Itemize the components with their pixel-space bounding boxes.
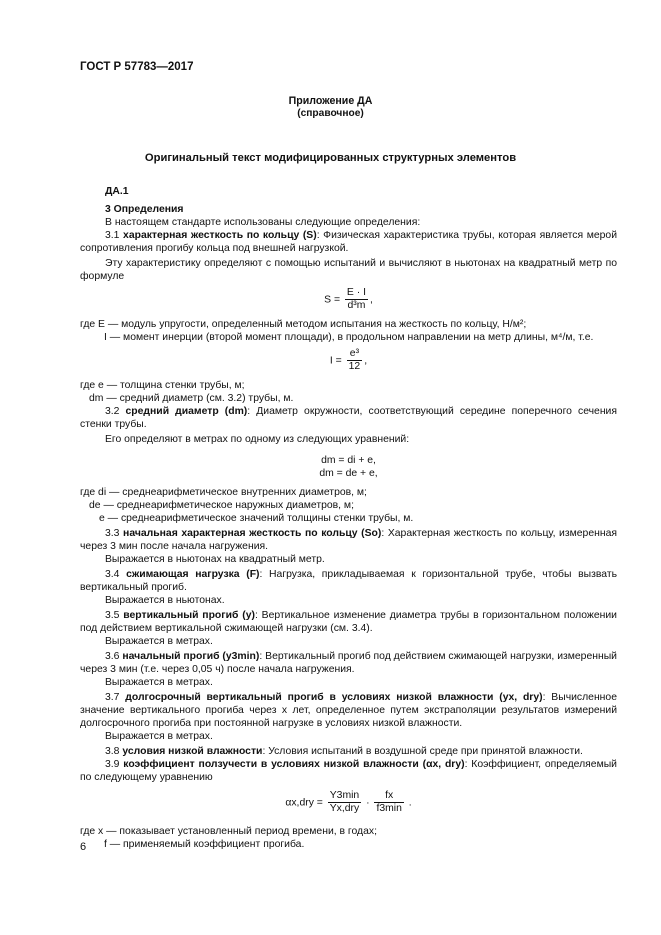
expressed-3-7: Выражается в метрах. <box>105 731 213 742</box>
intro-text: В настоящем стандарте использованы следующие определения: <box>105 217 421 228</box>
where-E: где E — модуль упругости, определенный методом испытания на жесткость по кольцу, Н/м²; <box>80 319 527 330</box>
formula-inertia: I = $\frac{\text{e³}}{12}$ , <box>329 348 368 372</box>
expressed-3-6: Выражается в метрах. <box>105 677 213 688</box>
definition-3-9: 3.9 коэффициент ползучести в условиях низкой влажности (αx, dry): Коэффициент, определяемый по следующему уравнению <box>80 759 617 783</box>
where-e2: e — среднеарифметическое значений толщины стенки трубы, м. <box>99 513 414 524</box>
definition-3-7: 3.7 долгосрочный вертикальный прогиб в условиях низкой влажности (yx, dry): Вычисленное значение вертикального прогиба через x лет, определенное путем экстраполяции результатов измерений долгосрочного прогиба при постоянной нагрузке в условиях низкой влажности. <box>80 692 617 729</box>
document-body <box>80 185 617 851</box>
clause-da1: ДА.1 <box>105 186 129 197</box>
definition-3-5: 3.5 вертикальный прогиб (y): Вертикальное изменение диаметра трубы в горизонтальном положении под действием вертикальной сжимающей нагрузки (см. 3.4). <box>80 610 617 634</box>
where-f: f — применяемый коэффициент прогиба. <box>104 839 305 850</box>
page-number: 6 <box>80 841 87 853</box>
formula-intro-3-1: Эту характеристику определяют с помощью испытаний и вычисляют в ньютонах на квадратный метр по формуле <box>80 258 617 282</box>
where-x: где x — показывает установленный период времени, в годах; <box>80 826 377 837</box>
expressed-3-3: Выражается в ньютонах на квадратный метр. <box>105 554 325 565</box>
expressed-3-4: Выражается в ньютонах. <box>105 595 225 606</box>
definition-3-6: 3.6 начальный прогиб (y3min): Вертикальный прогиб под действием сжимающей нагрузки, измеренный через 3 мин (т.е. через 0,05 ч) после начала нагружения. <box>80 651 617 675</box>
where-I: I — момент инерции (второй момент площади), в продольном направлении на метр длины, м⁴/м, т.е. <box>104 332 594 343</box>
where-e: где e — толщина стенки трубы, м; <box>80 380 245 391</box>
definition-3-4: 3.4 сжимающая нагрузка (F): Нагрузка, прикладываемая к горизонтальной трубе, чтобы вызвать вертикальный прогиб. <box>80 569 617 593</box>
definition-3-3: 3.3 начальная характерная жесткость по кольцу (So): Характерная жесткость по кольцу, измеренная через 3 мин после начала нагружения. <box>80 528 617 552</box>
equations-mean-diameter: dm = di + e, dm = de + e, <box>319 455 378 479</box>
definition-3-1: 3.1 характерная жесткость по кольцу (S): Физическая характеристика трубы, которая является мерой сопротивления прогибу кольца под внешней нагрузкой. <box>80 230 618 254</box>
heading-definitions: 3 Определения <box>105 204 184 215</box>
where-dm: dm — средний диаметр (см. 3.2) трубы, м. <box>89 393 294 404</box>
appendix-title: Приложение ДА <box>288 95 373 107</box>
section-title: Оригинальный текст модифицированных структурных элементов <box>144 152 517 164</box>
where-di: где di — среднеарифметическое внутренних диаметров, м; <box>80 487 367 498</box>
definition-3-2: 3.2 средний диаметр (dm): Диаметр окружности, соответствующий середине поперечного сечения стенки трубы. <box>80 406 617 430</box>
appendix-subtitle: (справочное) <box>297 108 364 119</box>
expressed-3-5: Выражается в метрах. <box>105 636 213 647</box>
equations-intro-3-2: Его определяют в метрах по одному из следующих уравнений: <box>105 434 410 445</box>
definition-3-8: 3.8 условия низкой влажности: Условия испытаний в воздушной среде при принятой влажности. <box>105 746 583 757</box>
document-code: ГОСТ Р 57783—2017 <box>80 61 194 73</box>
formula-stiffness: S = $\frac{E \cdot I}{\text{d³m}}$ , <box>324 287 373 311</box>
where-de: de — среднеарифметическое наружных диаметров, м; <box>89 500 354 511</box>
formula-creep-coefficient: αx,dry = $\frac{Y3\min}{\text{Yx,dry}}$ · $\frac{fx}{f3\min}$ . <box>285 790 412 814</box>
